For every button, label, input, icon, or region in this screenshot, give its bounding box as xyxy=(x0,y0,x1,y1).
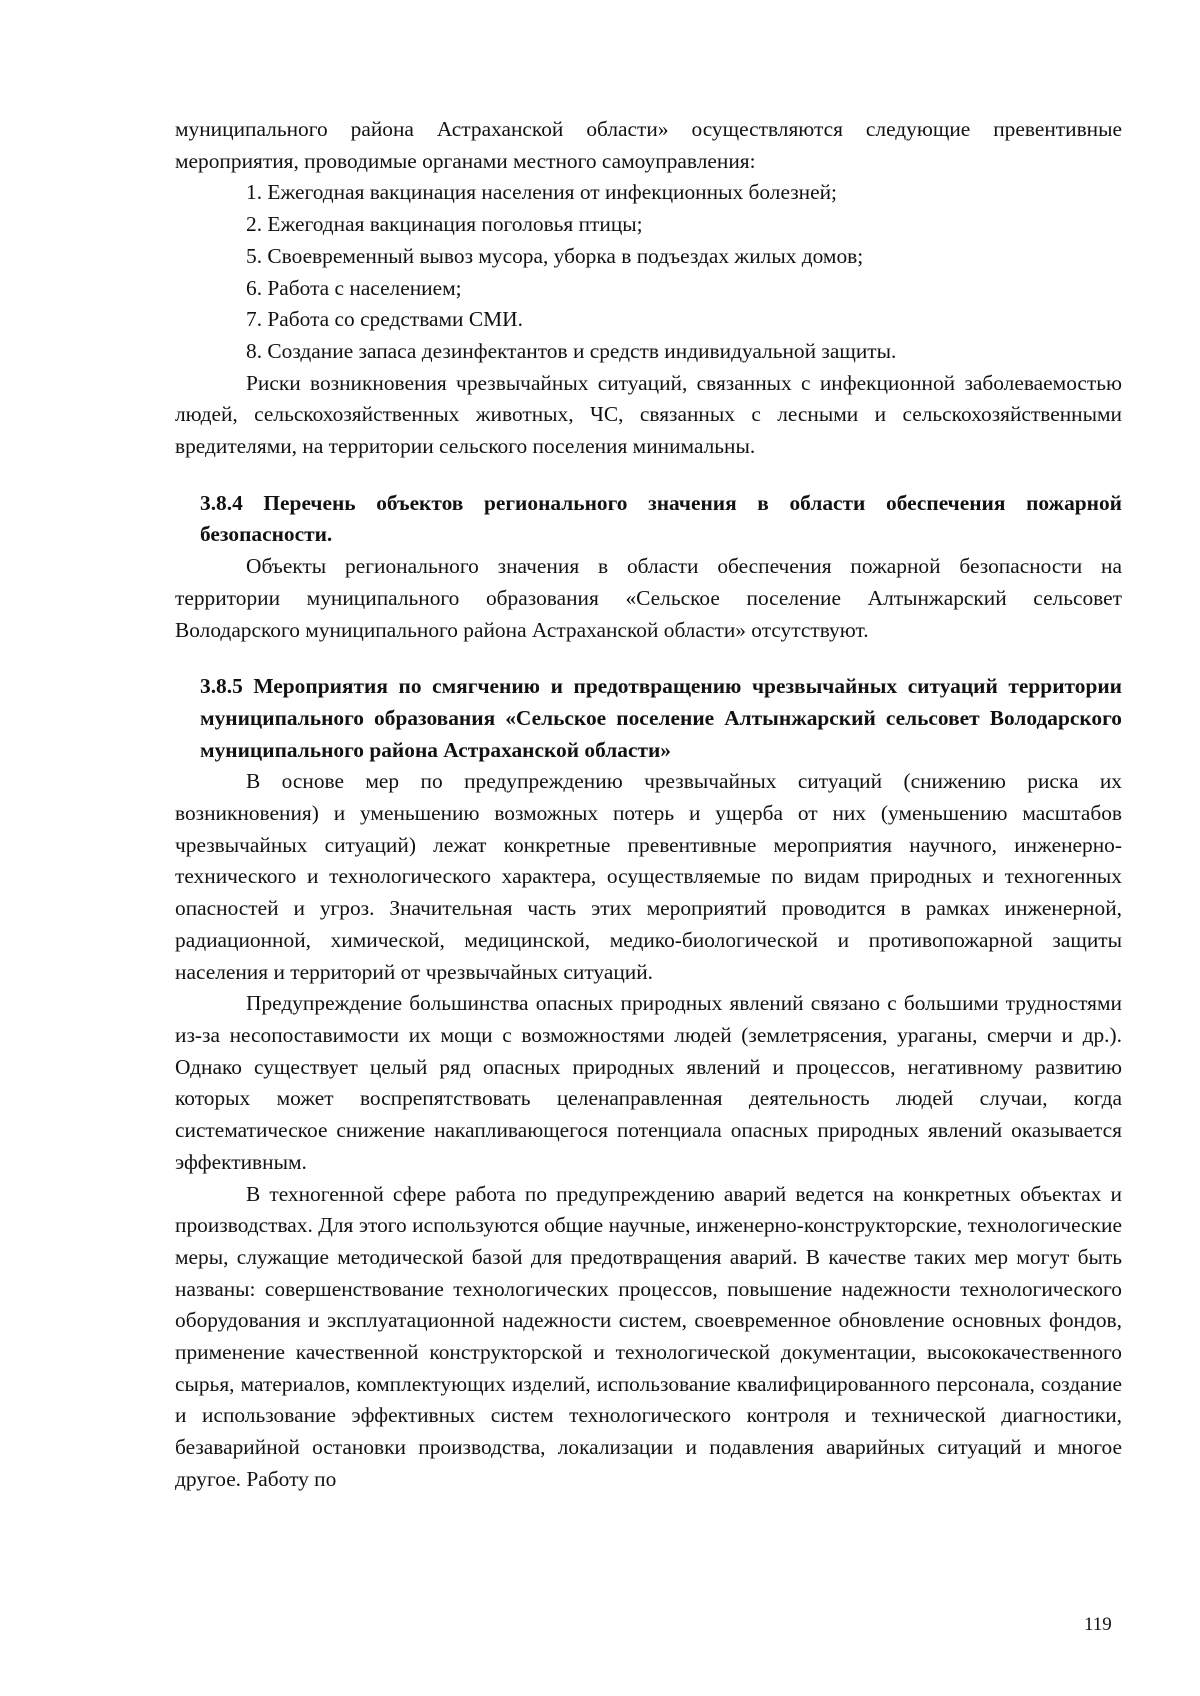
paragraph-intro: муниципального района Астраханской области» осуществляются следующие превентивные мероприятия, проводимые органами местного самоуправления: xyxy=(175,117,1122,173)
paragraph-prevention-basis: В основе мер по предупреждению чрезвычайных ситуаций (снижению риска их возникновения) и уменьшению возможных потерь и ущерба от них (уменьшению масштабов чрезвычайных ситуаций) лежат конкретные превентивные мероприятия научного, инженерно-технического и технологического характера, осуществляемые по видам природных и техногенных опасностей и угроз. Значительная часть этих мероприятий проводится в рамках инженерной, радиационной, химической, медицинской, медико-биологической и противопожарной защиты населения и территорий от чрезвычайных ситуаций. xyxy=(175,769,1122,984)
paragraph-natural-hazards: Предупреждение большинства опасных природных явлений связано с большими трудностями из-за несопоставимости их мощи с возможностями людей (землетрясения, ураганы, смерчи и др.). Однако существует целый ряд опасных природных явлений и процессов, негативному развитию которых может воспрепятствовать целенаправленная деятельность людей случаи, когда систематическое снижение накапливающегося потенциала опасных природных явлений оказывается эффективным. xyxy=(175,991,1122,1174)
list-item: 5. Своевременный вывоз мусора, уборка в подъездах жилых домов; xyxy=(246,243,864,268)
list-item: 2. Ежегодная вакцинация поголовья птицы; xyxy=(246,212,643,237)
spacer xyxy=(175,463,1122,488)
list-item: 1. Ежегодная вакцинация населения от инфекционных болезней; xyxy=(246,180,837,205)
list-item: 6. Работа с населением; xyxy=(246,275,462,300)
page-number: 119 xyxy=(1084,1614,1112,1635)
page-content xyxy=(175,114,1122,1496)
list-item: 7. Работа со средствами СМИ. xyxy=(246,307,523,332)
section-heading-3-8-5: 3.8.5 Мероприятия по смягчению и предотвращению чрезвычайных ситуаций территории муниципального образования «Сельское поселение Алтынжарский сельсовет Володарского муниципального района Астраханской области» xyxy=(200,674,1122,762)
paragraph-regional-objects: Объекты регионального значения в области обеспечения пожарной безопасности на территории муниципального образования «Сельское поселение Алтынжарский сельсовет Володарского муниципального района Астраханской области» отсутствуют. xyxy=(175,554,1122,642)
list-item: 8. Создание запаса дезинфектантов и средств индивидуальной защиты. xyxy=(246,338,897,363)
section-heading-3-8-4: 3.8.4 Перечень объектов регионального значения в области обеспечения пожарной безопасности. xyxy=(200,490,1122,547)
spacer xyxy=(175,646,1122,671)
paragraph-technogenic: В техногенной сфере работа по предупреждению аварий ведется на конкретных объектах и производствах. Для этого используются общие научные, инженерно-конструкторские, технологические меры, служащие методической базой для предотвращения аварий. В качестве таких мер могут быть названы: совершенствование технологических процессов, повышение надежности технологического оборудования и эксплуатационной надежности систем, своевременное обновление основных фондов, применение качественной конструкторской и технологической документации, высококачественного сырья, материалов, комплектующих изделий, использование квалифицированного персонала, создание и использование эффективных систем технологического контроля и технической диагностики, безаварийной остановки производства, локализации и подавления аварийных ситуаций и многое другое. Работу по xyxy=(175,1181,1122,1491)
paragraph-risk: Риски возникновения чрезвычайных ситуаций, связанных с инфекционной заболеваемостью людей, сельскохозяйственных животных, ЧС, связанных с лесными и сельскохозяйственными вредителями, на территории сельского поселения минимальны. xyxy=(175,370,1122,459)
